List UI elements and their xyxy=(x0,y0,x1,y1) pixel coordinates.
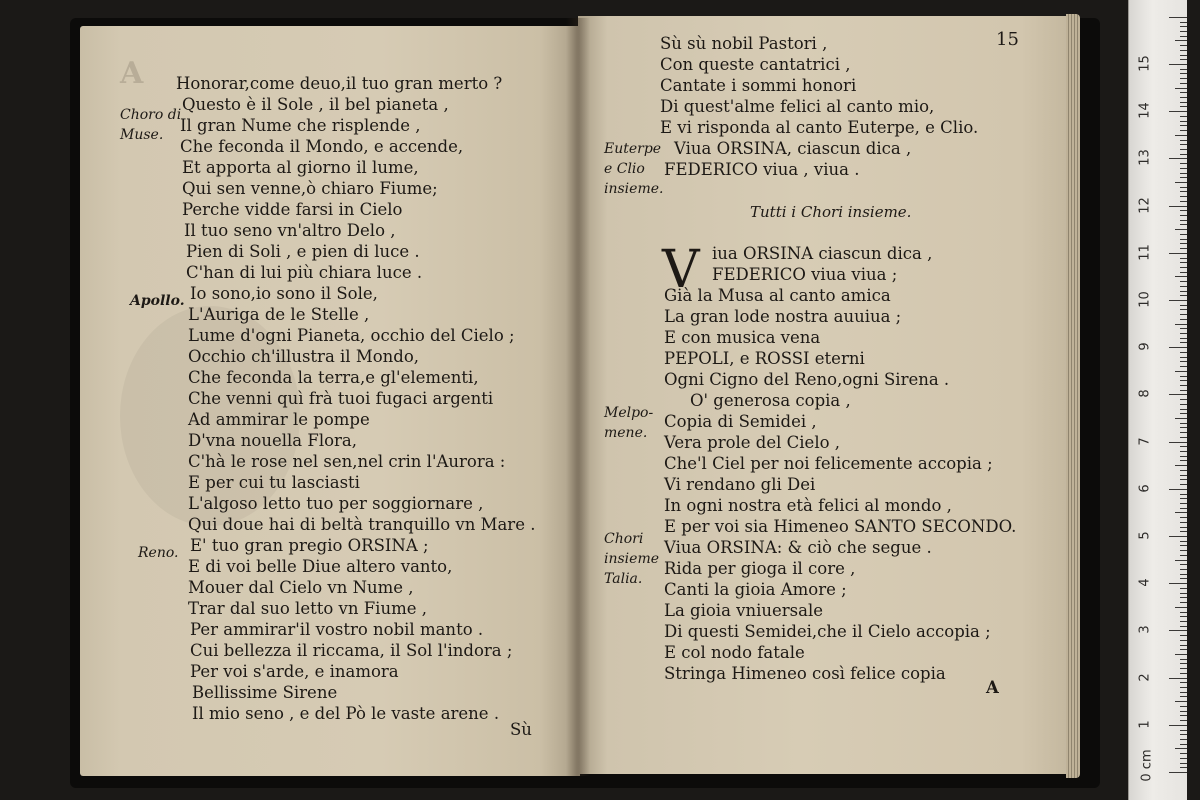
ruler-tick xyxy=(1180,427,1187,428)
verse-line: C'hà le rose nel sen,nel crin l'Aurora : xyxy=(188,452,506,471)
verse-line: Ogni Cigno del Reno,ogni Sirena . xyxy=(664,370,950,389)
ruler-number: 6 xyxy=(1137,484,1153,493)
ruler-tick xyxy=(1169,347,1187,348)
signature-mark: A xyxy=(986,678,999,697)
ruler-tick xyxy=(1180,682,1187,683)
ruler-tick xyxy=(1180,191,1187,192)
verse-line: Mouer dal Cielo vn Nume , xyxy=(188,578,414,597)
ruler-tick xyxy=(1169,158,1187,159)
ruler-tick xyxy=(1180,361,1187,362)
ruler-tick xyxy=(1180,720,1187,721)
speaker-chori: Chori xyxy=(604,531,644,547)
ruler-tick xyxy=(1180,196,1187,197)
speaker-e-clio: e Clio xyxy=(604,161,645,177)
verse-line: In ogni nostra età felici al mondo , xyxy=(664,496,952,515)
ruler-tick xyxy=(1180,663,1187,664)
ruler-tick xyxy=(1180,31,1187,32)
verse-line: La gran lode nostra auuiua ; xyxy=(664,307,902,326)
ruler-tick xyxy=(1180,456,1187,457)
ruler-tick xyxy=(1180,380,1187,381)
verse-line: E per cui tu lasciasti xyxy=(188,473,360,492)
ruler-tick xyxy=(1180,673,1187,674)
verse-line: Trar dal suo letto vn Fiume , xyxy=(188,599,427,618)
ruler-tick xyxy=(1180,177,1187,178)
verse-line: Il mio seno , e del Pò le vaste arene . xyxy=(192,704,500,723)
speaker-mene: mene. xyxy=(604,425,648,441)
ruler-tick xyxy=(1180,744,1187,745)
verse-line: E' tuo gran pregio ORSINA ; xyxy=(190,536,429,555)
verse-line: Copia di Semidei , xyxy=(664,412,817,431)
verse-line: Et apporta al giorno il lume, xyxy=(182,158,419,177)
ruler-tick xyxy=(1180,309,1187,310)
catchword: Sù xyxy=(510,720,532,739)
ruler-tick xyxy=(1180,578,1187,579)
ruler-tick xyxy=(1180,366,1187,367)
ruler-tick xyxy=(1180,668,1187,669)
ruler-tick xyxy=(1180,494,1187,495)
speaker-insieme: insieme. xyxy=(604,181,664,197)
ruler-tick xyxy=(1169,442,1187,443)
verse-line: L'algoso letto tuo per soggiornare , xyxy=(188,494,484,513)
ruler-tick xyxy=(1169,300,1187,301)
ruler-tick xyxy=(1169,64,1187,65)
ruler-number: 1 xyxy=(1137,720,1153,729)
ruler-tick xyxy=(1180,125,1187,126)
ruler-tick xyxy=(1180,215,1187,216)
ruler-number: 13 xyxy=(1137,149,1153,167)
speaker-chori-insieme: insieme xyxy=(604,551,660,567)
ruler-tick xyxy=(1175,182,1187,183)
ruler-tick xyxy=(1180,342,1187,343)
ruler-tick xyxy=(1180,437,1187,438)
ruler-tick xyxy=(1180,597,1187,598)
ruler-tick xyxy=(1180,739,1187,740)
verse-line: Viua ORSINA, ciascun dica , xyxy=(674,139,912,158)
ruler-tick xyxy=(1180,305,1187,306)
ruler-tick xyxy=(1180,498,1187,499)
ruler-tick xyxy=(1180,706,1187,707)
verse-line: Rida per gioga il core , xyxy=(664,559,856,578)
chorus-heading: Tutti i Chori insieme. xyxy=(750,203,912,221)
verse-line: Io sono,io sono il Sole, xyxy=(190,284,378,303)
ruler-tick xyxy=(1169,253,1187,254)
ruler-tick xyxy=(1180,399,1187,400)
ruler-tick xyxy=(1180,640,1187,641)
left-page xyxy=(80,26,580,776)
verse-line: Qui doue hai di beltà tranquillo vn Mare . xyxy=(188,515,536,534)
ruler-tick xyxy=(1180,281,1187,282)
ruler-tick xyxy=(1169,630,1187,631)
ruler-tick xyxy=(1180,541,1187,542)
verse-line: C'han di lui più chiara luce . xyxy=(186,263,423,282)
ruler-tick xyxy=(1169,489,1187,490)
ruler-tick xyxy=(1169,17,1187,18)
ruler-tick xyxy=(1180,404,1187,405)
ruler-tick xyxy=(1180,390,1187,391)
ruler-tick xyxy=(1180,239,1187,240)
ruler-tick xyxy=(1180,187,1187,188)
ruler-tick xyxy=(1180,36,1187,37)
ruler-tick xyxy=(1180,262,1187,263)
ruler-number: 7 xyxy=(1137,436,1153,446)
verse-line: Bellissime Sirene xyxy=(192,683,338,702)
ruler-tick xyxy=(1169,206,1187,207)
ruler-tick xyxy=(1180,272,1187,273)
speaker-muse: Muse. xyxy=(120,127,164,143)
verse-line: O' generosa copia , xyxy=(690,391,851,410)
speaker-talia: Talia. xyxy=(604,571,643,587)
verse-line: FEDERICO viua viua ; xyxy=(712,265,898,284)
ruler-tick xyxy=(1169,772,1187,773)
verse-line: Di quest'alme felici al canto mio, xyxy=(660,97,935,116)
ruler-tick xyxy=(1180,22,1187,23)
ruler-tick xyxy=(1180,484,1187,485)
ruler-tick xyxy=(1175,135,1187,136)
ruler-tick xyxy=(1180,475,1187,476)
ruler-number: 4 xyxy=(1137,578,1153,587)
ruler-number: 15 xyxy=(1137,55,1153,72)
ruler-tick xyxy=(1175,88,1187,89)
ruler-number: 5 xyxy=(1137,531,1153,540)
ruler-tick xyxy=(1175,701,1187,702)
ruler-tick xyxy=(1180,734,1187,735)
verse-line: Honorar,come deuo,il tuo gran merto ? xyxy=(176,74,503,93)
ruler-tick xyxy=(1180,83,1187,84)
ruler-tick xyxy=(1180,451,1187,452)
ruler-tick xyxy=(1180,333,1187,334)
verse-line: Per ammirar'il vostro nobil manto . xyxy=(190,620,484,639)
ruler-tick xyxy=(1180,116,1187,117)
ruler-tick xyxy=(1180,649,1187,650)
verse-line: La gioia vniuersale xyxy=(664,601,824,620)
ruler-tick xyxy=(1175,654,1187,655)
ruler-tick xyxy=(1180,55,1187,56)
verse-line: D'vna nouella Flora, xyxy=(188,431,358,450)
ruler-tick xyxy=(1180,248,1187,249)
ruler-tick xyxy=(1180,645,1187,646)
ruler-tick xyxy=(1180,550,1187,551)
ruler-tick xyxy=(1180,409,1187,410)
right-page xyxy=(578,16,1070,774)
ruler-tick xyxy=(1180,564,1187,565)
ruler-tick xyxy=(1180,522,1187,523)
ruler-tick xyxy=(1180,763,1187,764)
speaker-euterpe: Euterpe xyxy=(604,141,662,157)
verse-line: Il tuo seno vn'altro Delo , xyxy=(184,221,396,240)
ruler-number: 3 xyxy=(1137,625,1153,635)
ruler-tick xyxy=(1180,338,1187,339)
verse-line: Cui bellezza il riccama, il Sol l'indora ; xyxy=(190,641,513,660)
ruler-tick xyxy=(1180,243,1187,244)
verse-line: Che feconda la terra,e gl'elementi, xyxy=(188,368,479,387)
verse-line: Per voi s'arde, e inamora xyxy=(190,662,399,681)
verse-line: L'Auriga de le Stelle , xyxy=(188,305,370,324)
ruler-tick xyxy=(1180,531,1187,532)
ruler-tick xyxy=(1180,220,1187,221)
verse-line: Che'l Ciel per noi felicemente accopia ; xyxy=(664,454,993,473)
verse-line: Pien di Soli , e pien di luce . xyxy=(186,242,420,261)
ruler-tick xyxy=(1180,758,1187,759)
ruler-number: 8 xyxy=(1137,389,1153,399)
ruler-tick xyxy=(1180,621,1187,622)
speaker-reno: Reno. xyxy=(138,545,179,561)
ruler-tick xyxy=(1169,725,1187,726)
show-through-text: A xyxy=(120,56,144,91)
verse-line: E con musica vena xyxy=(664,328,821,347)
ruler-tick xyxy=(1180,121,1187,122)
ruler-tick xyxy=(1180,106,1187,107)
ruler-tick xyxy=(1175,418,1187,419)
ruler-tick xyxy=(1180,626,1187,627)
ruler-number: 2 xyxy=(1137,672,1153,682)
ruler-tick xyxy=(1180,78,1187,79)
ruler-tick xyxy=(1180,767,1187,768)
verse-line: Che feconda il Mondo, e accende, xyxy=(180,137,464,156)
verse-line: E di voi belle Diue altero vanto, xyxy=(188,557,453,576)
speaker-choro-di: Choro di xyxy=(120,107,182,123)
speaker-apollo: Apollo. xyxy=(130,293,185,309)
ruler-number: 12 xyxy=(1137,196,1153,214)
ruler-tick xyxy=(1175,748,1187,749)
ruler-tick xyxy=(1180,588,1187,589)
ruler-tick xyxy=(1175,276,1187,277)
ruler-tick xyxy=(1180,612,1187,613)
verse-line: E vi risponda al canto Euterpe, e Clio. xyxy=(660,118,979,137)
ruler-tick xyxy=(1180,730,1187,731)
ruler-tick xyxy=(1180,357,1187,358)
ruler-tick xyxy=(1180,69,1187,70)
ruler-tick xyxy=(1169,583,1187,584)
ruler-tick xyxy=(1180,168,1187,169)
verse-line: Già la Musa al canto amica xyxy=(664,286,891,305)
ruler-number: 14 xyxy=(1137,102,1153,119)
ruler-tick xyxy=(1175,560,1187,561)
verse-line: Che venni quì frà tuoi fugaci argenti xyxy=(188,389,494,408)
page-number: 15 xyxy=(996,29,1019,50)
ruler-tick xyxy=(1180,258,1187,259)
book-gutter xyxy=(566,18,590,776)
ruler-tick xyxy=(1180,140,1187,141)
ruler-tick xyxy=(1175,229,1187,230)
verse-line: Il gran Nume che risplende , xyxy=(180,116,421,135)
ruler-tick xyxy=(1175,40,1187,41)
ruler-tick xyxy=(1180,59,1187,60)
ruler-tick xyxy=(1180,163,1187,164)
ruler-tick xyxy=(1180,154,1187,155)
ruler-tick xyxy=(1180,201,1187,202)
ruler-tick xyxy=(1180,432,1187,433)
ruler-tick xyxy=(1180,545,1187,546)
ruler-tick xyxy=(1180,291,1187,292)
speaker-melpo: Melpo- xyxy=(604,405,654,421)
ruler-tick xyxy=(1180,144,1187,145)
ruler-number: 11 xyxy=(1137,244,1153,261)
ruler-tick xyxy=(1180,616,1187,617)
verse-line: Occhio ch'illustra il Mondo, xyxy=(188,347,420,366)
verse-line: Qui sen venne,ò chiaro Fiume; xyxy=(182,179,438,198)
ruler-tick xyxy=(1180,446,1187,447)
ruler-tick xyxy=(1180,376,1187,377)
ruler-tick xyxy=(1180,50,1187,51)
verse-line: E per voi sia Himeneo SANTO SECONDO. xyxy=(664,517,1017,536)
verse-line: Cantate i sommi honori xyxy=(660,76,857,95)
ruler-tick xyxy=(1180,130,1187,131)
verse-line: Ad ammirar le pompe xyxy=(188,410,370,429)
ruler-tick xyxy=(1180,413,1187,414)
ruler-tick xyxy=(1175,607,1187,608)
verse-line: Stringa Himeneo così felice copia xyxy=(664,664,946,683)
measuring-ruler xyxy=(1128,0,1187,800)
ruler-tick xyxy=(1180,45,1187,46)
ruler-tick xyxy=(1175,324,1187,325)
verse-line: Lume d'ogni Pianeta, occhio del Cielo ; xyxy=(188,326,515,345)
ruler-tick xyxy=(1180,328,1187,329)
verse-line: iua ORSINA ciascun dica , xyxy=(712,244,933,263)
ruler-tick xyxy=(1180,92,1187,93)
verse-line: Sù sù nobil Pastori , xyxy=(660,34,828,53)
verse-line: PEPOLI, e ROSSI eterni xyxy=(664,349,865,368)
ruler-tick xyxy=(1180,593,1187,594)
ruler-tick xyxy=(1169,678,1187,679)
ruler-tick xyxy=(1180,460,1187,461)
ruler-tick xyxy=(1180,753,1187,754)
ruler-tick xyxy=(1180,659,1187,660)
ruler-tick xyxy=(1180,267,1187,268)
ruler-tick xyxy=(1175,371,1187,372)
ruler-number: 10 xyxy=(1137,291,1153,308)
ruler-tick xyxy=(1169,394,1187,395)
ruler-tick xyxy=(1180,224,1187,225)
ruler-number: 0 cm xyxy=(1139,749,1155,782)
ruler-tick xyxy=(1180,696,1187,697)
ruler-tick xyxy=(1180,173,1187,174)
ruler-tick xyxy=(1180,26,1187,27)
verse-line: Canti la gioia Amore ; xyxy=(664,580,847,599)
ruler-tick xyxy=(1180,687,1187,688)
ruler-tick xyxy=(1180,319,1187,320)
verse-line: Vi rendano gli Dei xyxy=(664,475,816,494)
ruler-tick xyxy=(1180,470,1187,471)
ruler-tick xyxy=(1175,465,1187,466)
ruler-tick xyxy=(1180,503,1187,504)
ruler-tick xyxy=(1180,635,1187,636)
ruler-tick xyxy=(1180,149,1187,150)
ruler-tick xyxy=(1180,352,1187,353)
page-edges xyxy=(1066,14,1080,778)
ruler-tick xyxy=(1180,102,1187,103)
verse-line: Con queste cantatrici , xyxy=(660,55,851,74)
ruler-tick xyxy=(1169,536,1187,537)
verse-line: Vera prole del Cielo , xyxy=(664,433,841,452)
ruler-tick xyxy=(1180,210,1187,211)
ruler-tick xyxy=(1180,692,1187,693)
ruler-tick xyxy=(1180,715,1187,716)
ruler-tick xyxy=(1180,423,1187,424)
ruler-tick xyxy=(1180,73,1187,74)
ruler-tick xyxy=(1180,602,1187,603)
ruler-tick xyxy=(1180,295,1187,296)
verse-line: E col nodo fatale xyxy=(664,643,805,662)
ruler-tick xyxy=(1180,569,1187,570)
ruler-tick xyxy=(1180,527,1187,528)
ruler-tick xyxy=(1180,385,1187,386)
ruler-number: 9 xyxy=(1137,342,1153,351)
ruler-tick xyxy=(1169,111,1187,112)
ruler-tick xyxy=(1175,512,1187,513)
drop-cap: V xyxy=(662,240,700,300)
ruler-tick xyxy=(1180,234,1187,235)
ruler-tick xyxy=(1180,479,1187,480)
ruler-tick xyxy=(1180,97,1187,98)
verse-line: Questo è il Sole , il bel pianeta , xyxy=(182,95,449,114)
ruler-tick xyxy=(1180,314,1187,315)
verse-line: Di questi Semidei,che il Cielo accopia ; xyxy=(664,622,991,641)
ruler-tick xyxy=(1180,574,1187,575)
verse-line: FEDERICO viua , viua . xyxy=(664,160,860,179)
ruler-tick xyxy=(1180,286,1187,287)
ruler-tick xyxy=(1180,711,1187,712)
verse-line: Perche vidde farsi in Cielo xyxy=(182,200,403,219)
ruler-tick xyxy=(1180,555,1187,556)
ruler-tick xyxy=(1180,508,1187,509)
verse-line: Viua ORSINA: & ciò che segue . xyxy=(664,538,932,557)
ruler-tick xyxy=(1180,517,1187,518)
